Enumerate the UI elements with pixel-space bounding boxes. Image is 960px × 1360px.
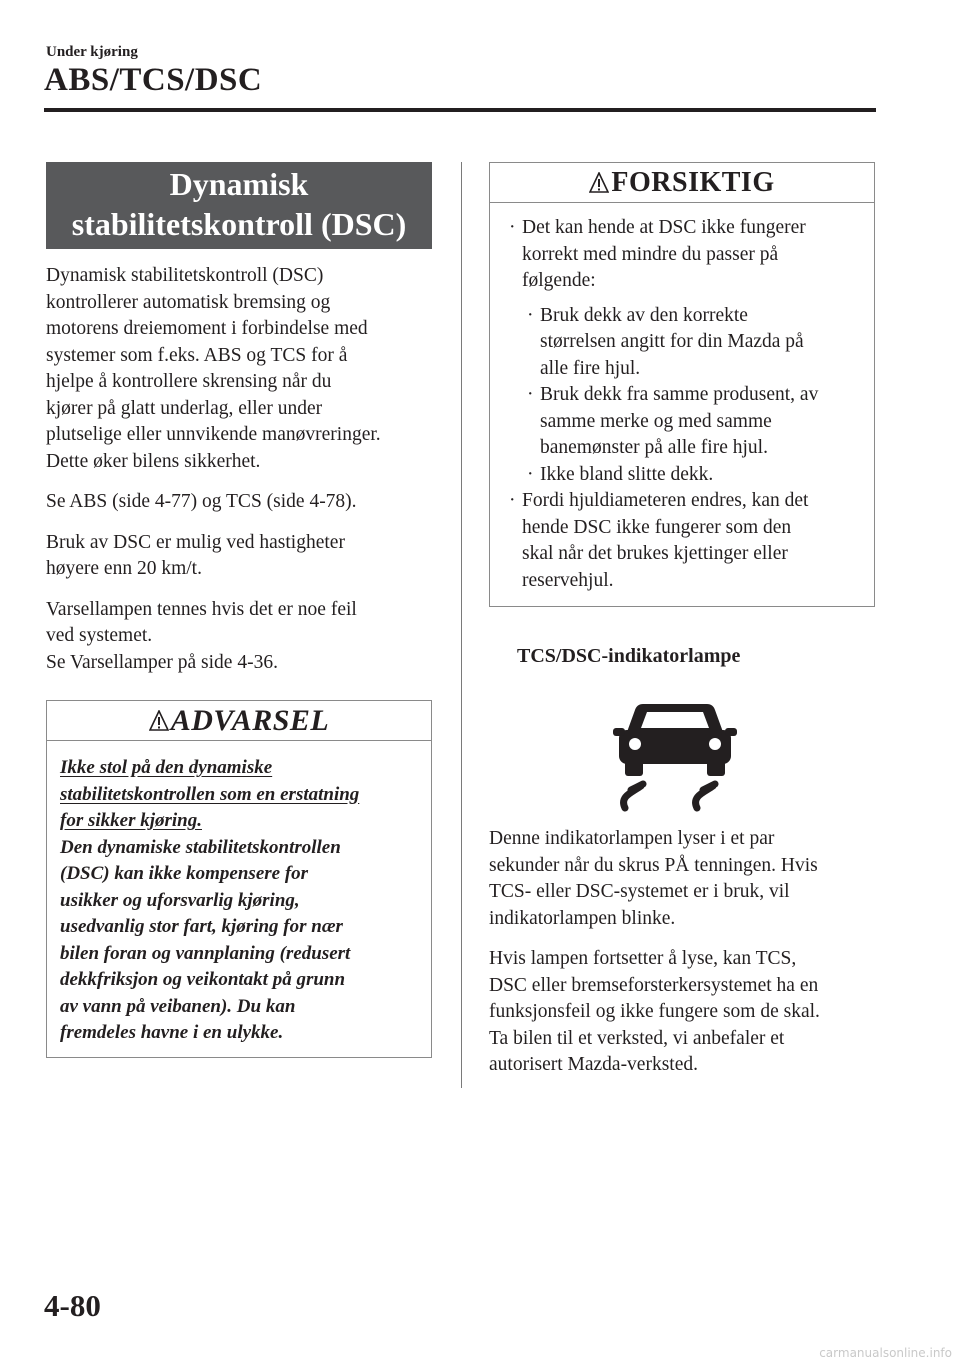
- text-line: plutselige eller unnvikende manøvreringer.: [46, 424, 381, 445]
- dsc-intro-paragraph: [46, 263, 432, 475]
- warning-triangle-icon: [589, 172, 609, 194]
- text-line: usikker og uforsvarlig kjøring,: [60, 889, 300, 911]
- text-line: Se ABS (side 4-77) og TCS (side 4-78).: [46, 491, 357, 512]
- text-line: størrelsen angitt for din Mazda på: [540, 331, 804, 352]
- text-line: alle fire hjul.: [540, 357, 641, 379]
- indicator-title: TCS/DSC-indikatorlampe: [517, 645, 741, 667]
- text-line: skal når det brukes kjettinger eller: [522, 543, 788, 564]
- text-line: korrekt med mindre du passer på: [522, 243, 779, 265]
- text-line: systemer som f.eks. ABS og TCS for å: [46, 344, 348, 366]
- text-line: Varsellampen tennes hvis det er noe feil: [46, 598, 357, 620]
- reference-paragraph: [46, 489, 432, 516]
- sub-list: [524, 303, 864, 489]
- caution-title: FORSIKTIG: [611, 166, 775, 198]
- text-line: indikatorlampen blinke.: [489, 907, 676, 929]
- speed-paragraph: [46, 530, 432, 583]
- warning-box-header: [47, 701, 431, 741]
- text-line: fremdeles havne i en ulykke.: [60, 1022, 284, 1043]
- text-line: Det kan hende at DSC ikke fungerer: [522, 217, 806, 238]
- list-item: · Det kan hende at DSC ikke fungerer korrekt med mindre du passer på følgende:: [506, 215, 864, 295]
- text-line: Bruk av DSC er mulig ved hastigheter: [46, 531, 345, 553]
- text-line: motorens dreiemoment i forbindelse med: [46, 318, 368, 339]
- text-line: av vann på veibanen). Du kan: [60, 995, 296, 1017]
- left-column: [46, 162, 432, 1058]
- list-item: · Bruk dekk fra samme produsent, av samme merke og med samme banemønster på alle fire hjul.: [524, 382, 864, 462]
- text-line: kontrollerer automatisk bremsing og: [46, 291, 331, 313]
- page-number: 4-80: [44, 1288, 101, 1323]
- list-item: · Fordi hjuldiameteren endres, kan det hende DSC ikke fungerer som den skal når det brukes kjettinger eller reservehjul.: [506, 488, 864, 594]
- caution-body: [490, 203, 874, 606]
- text-line: Bruk dekk fra samme produsent, av: [540, 384, 819, 405]
- text-line: kjører på glatt underlag, eller under: [46, 397, 323, 419]
- text-line: Hvis lampen fortsetter å lyse, kan TCS,: [489, 948, 797, 969]
- text-line: autorisert Mazda-verksted.: [489, 1054, 698, 1075]
- text-line: reservehjul.: [522, 569, 614, 591]
- warning-body: [47, 741, 431, 1057]
- text-line: Dette øker bilens sikkerhet.: [46, 450, 261, 472]
- text-line: Den dynamiske stabilitetskontrollen: [60, 836, 341, 858]
- text-line: bilen foran og vannplaning (redusert: [60, 942, 351, 964]
- column-divider: [461, 162, 462, 1088]
- list-item: · Bruk dekk av den korrekte størrelsen angitt for din Mazda på alle fire hjul.: [524, 303, 864, 383]
- dsc-section-title: [46, 162, 432, 249]
- text-line: funksjonsfeil og ikke fungere som de skal.: [489, 1001, 820, 1022]
- warning-box: [46, 700, 432, 1058]
- text-line: Ikke bland slitte dekk.: [540, 463, 714, 485]
- text-line: sekunder når du skrus PÅ tenningen. Hvis: [489, 854, 818, 876]
- chapter-label: Under kjøring: [46, 44, 138, 60]
- right-column: [489, 162, 875, 1079]
- text-line: Dynamisk stabilitetskontroll (DSC): [46, 265, 324, 286]
- text-line: følgende:: [522, 270, 596, 291]
- text-line: Ikke stol på den dynamiske: [60, 757, 273, 778]
- text-line: samme merke og med samme: [540, 410, 772, 432]
- text-line: hjelpe å kontrollere skrensing når du: [46, 371, 332, 392]
- text-line: hende DSC ikke fungerer som den: [522, 516, 792, 538]
- text-line: DSC eller bremseforsterkersystemet ha en: [489, 974, 819, 996]
- section-heading: ABS/TCS/DSC: [44, 62, 263, 98]
- skidding-car-icon: [613, 694, 737, 812]
- malfunction-paragraph: [489, 946, 875, 1079]
- text-line: Se Varsellamper på side 4-36.: [46, 651, 278, 673]
- text-line: Bruk dekk av den korrekte: [540, 304, 748, 326]
- text-line: Denne indikatorlampen lyser i et par: [489, 828, 775, 849]
- warning-lamp-paragraph: [46, 597, 432, 677]
- text-line: Ta bilen til et verksted, vi anbefaler et: [489, 1027, 785, 1049]
- text-line: ved systemet.: [46, 625, 153, 646]
- text-line: Fordi hjuldiameteren endres, kan det: [522, 490, 809, 511]
- title-line: stabilitetskontroll (DSC): [71, 206, 407, 242]
- text-line: høyere enn 20 km/t.: [46, 558, 202, 579]
- title-line: Dynamisk: [169, 166, 309, 202]
- text-line: usedvanlig stor fart, kjøring for nær: [60, 916, 343, 937]
- text-line: dekkfriksjon og veikontakt på grunn: [60, 969, 346, 990]
- text-line: banemønster på alle fire hjul.: [540, 437, 768, 458]
- caution-box-header: [490, 163, 874, 203]
- text-line: TCS- eller DSC-systemet er i bruk, vil: [489, 881, 790, 902]
- warning-triangle-icon: [149, 710, 169, 732]
- header-rule: [44, 108, 876, 112]
- warning-underlined: [60, 755, 417, 835]
- text-line: stabilitetskontrollen som en erstatning: [60, 783, 360, 805]
- warning-title: ADVARSEL: [170, 703, 330, 737]
- caution-box: [489, 162, 875, 607]
- watermark: carmanualsonline.info: [819, 1346, 952, 1360]
- text-line: (DSC) kan ikke kompensere for: [60, 863, 309, 884]
- list-item: · Ikke bland slitte dekk.: [524, 462, 864, 489]
- text-line: for sikker kjøring.: [60, 810, 202, 831]
- indicator-paragraph: [489, 826, 875, 932]
